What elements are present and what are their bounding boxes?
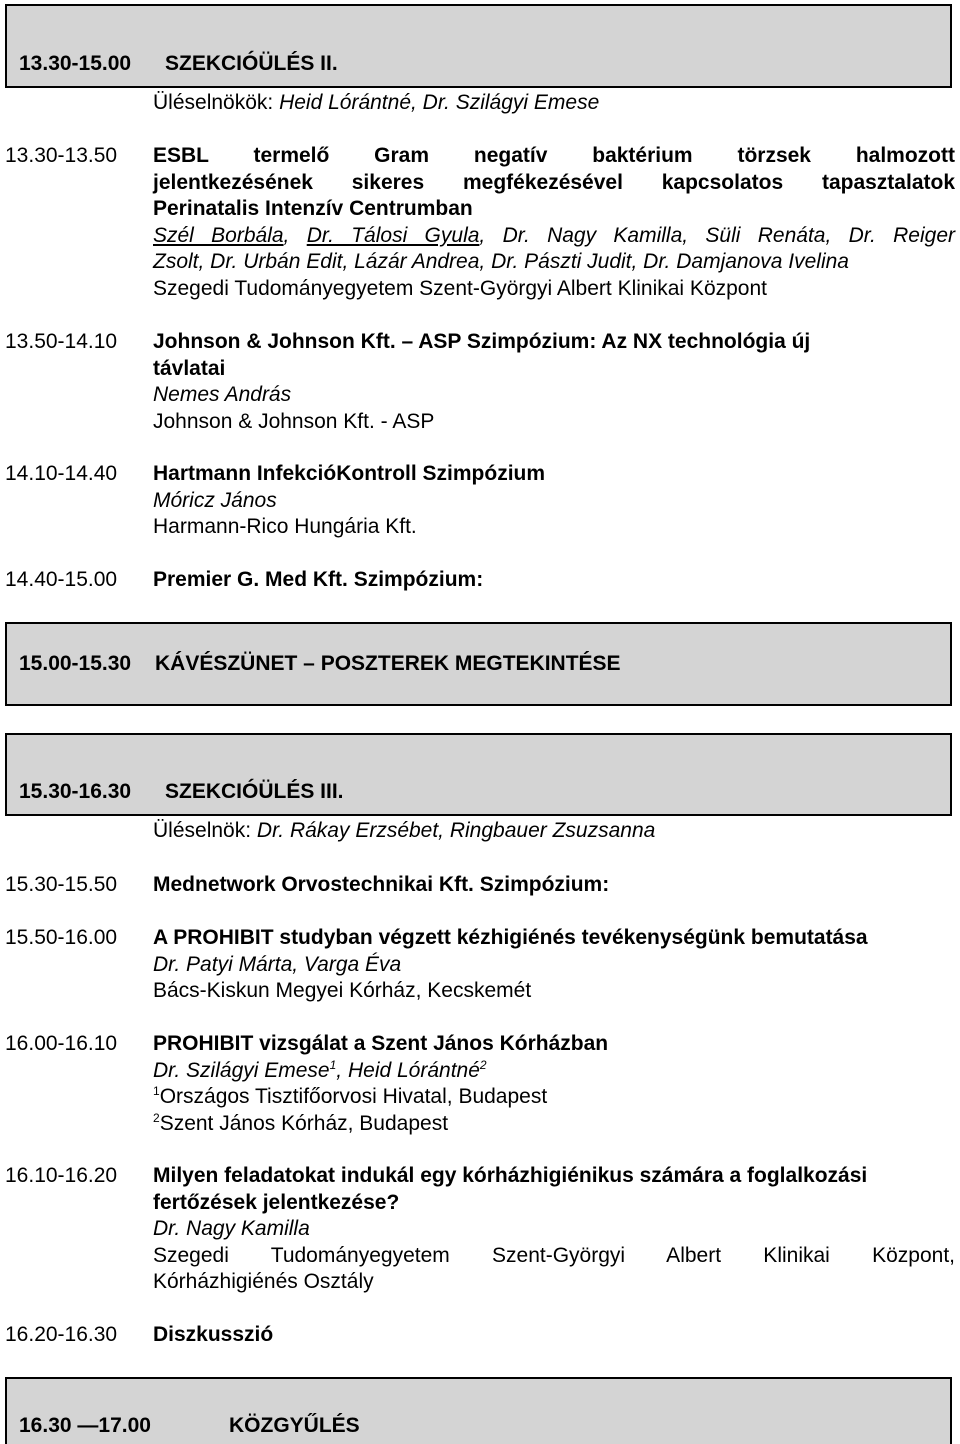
item-title-line: Perinatalis Intenzív Centrumban [153, 197, 473, 220]
item-title-line: Diszkusszió [153, 1323, 274, 1346]
item-speaker: Nemes András [153, 383, 292, 406]
item-affiliation: Kórházhigiénés Osztály [153, 1270, 374, 1293]
item-time: 16.00-16.10 [5, 1032, 118, 1055]
item-title-line: PROHIBIT vizsgálat a Szent János Kórházban [153, 1032, 609, 1055]
item-authors: Dr. Szilágyi Emese$^1$, Heid Lórántné$^2$ [153, 1057, 487, 1082]
item-authors: Dr. Patyi Márta, Varga Éva [153, 952, 402, 976]
chairs-names: Heid Lórántné, Dr. Szilágyi Emese [279, 91, 600, 114]
item-affiliation: Johnson & Johnson Kft. - ASP [153, 409, 435, 433]
session-header-title: SZEKCIÓÜLÉS III. [165, 780, 344, 803]
assembly-time: 16.30 —17.00 [19, 1414, 151, 1437]
item-author: Dr. Nagy Kamilla [153, 1217, 310, 1240]
item-title-line: Johnson & Johnson Kft. – ASP Szimpózium: Az NX technológia új [153, 330, 811, 353]
item-affiliation: $^2$Szent János Kórház, Budapest [153, 1110, 449, 1135]
item-affiliation: Harmann-Rico Hungária Kft. [153, 515, 417, 538]
item-title-line: fertőzések jelentkezése? [153, 1190, 400, 1214]
item-title-line: jelentkezésének sikeres megfékezésével kapcsolatos tapasztalatok [153, 170, 955, 194]
session-header-box [5, 4, 952, 88]
coffee-break-title: KÁVÉSZÜNET – POSZTEREK MEGTEKINTÉSE [155, 652, 621, 675]
item-time: 16.10-16.20 [5, 1164, 118, 1187]
item-time: 15.50-16.00 [5, 926, 118, 949]
item-affiliation: Szegedi Tudományegyetem Szent-Györgyi Albert Klinikai Központ [153, 276, 767, 300]
chairs-label: Üléselnök: [153, 819, 252, 842]
coffee-break-box [5, 622, 952, 706]
item-title-line: Hartmann InfekcióKontroll Szimpózium [153, 462, 546, 485]
item-title-line: távlatai [153, 356, 226, 380]
assembly-box [5, 1377, 952, 1444]
author-presenter: Szél Borbála [153, 223, 284, 247]
chairs-names: Dr. Rákay Erzsébet, Ringbauer Zsuzsanna [256, 819, 656, 842]
chairs-label: Üléselnökök: [153, 91, 274, 114]
item-title-line: A PROHIBIT studyban végzett kézhigiénés tevékenységünk bemutatása [153, 926, 868, 949]
item-title-line: Premier G. Med Kft. Szimpózium: [153, 568, 484, 591]
item-time: 15.30-15.50 [5, 873, 118, 896]
item-time: 14.10-14.40 [5, 462, 118, 485]
item-title-line: Milyen feladatokat indukál egy kórházhigiénikus számára a foglalkozási [153, 1164, 868, 1187]
item-title-line: ESBL termelő Gram negatív baktérium törzsek halmozott [153, 144, 955, 167]
session-header-box [5, 733, 952, 816]
assembly-title: KÖZGYŰLÉS [229, 1414, 360, 1437]
item-time: 13.50-14.10 [5, 330, 118, 353]
item-authors: Zsolt, Dr. Urbán Edit, Lázár Andrea, Dr. Pászti Judit, Dr. Damjanova Ivelina [153, 250, 849, 273]
item-time: 16.20-16.30 [5, 1323, 118, 1346]
item-affiliation: Bács-Kiskun Megyei Kórház, Kecskemét [153, 979, 532, 1002]
coffee-break-time: 15.00-15.30 [19, 652, 132, 675]
author-presenter: Dr. Tálosi Gyula [306, 223, 480, 247]
item-affiliation: $^1$Országos Tisztifőorvosi Hivatal, Budapest [153, 1084, 548, 1108]
item-title-line: Mednetwork Orvostechnikai Kft. Szimpózium: [153, 873, 610, 896]
item-time: 13.30-13.50 [5, 144, 118, 167]
session-header-time: 13.30-15.00 [19, 52, 132, 75]
session-header-title: SZEKCIÓÜLÉS II. [165, 52, 338, 75]
item-time: 14.40-15.00 [5, 568, 118, 591]
session-header-time: 15.30-16.30 [19, 780, 132, 803]
item-authors: Szél Borbála, Dr. Tálosi Gyula, Dr. Nagy Kamilla, Süli Renáta, Dr. Reiger [153, 223, 955, 247]
item-affiliation: Szegedi Tudományegyetem Szent-Györgyi Albert Klinikai Központ, [153, 1243, 955, 1267]
item-speaker: Móricz János [153, 488, 277, 512]
